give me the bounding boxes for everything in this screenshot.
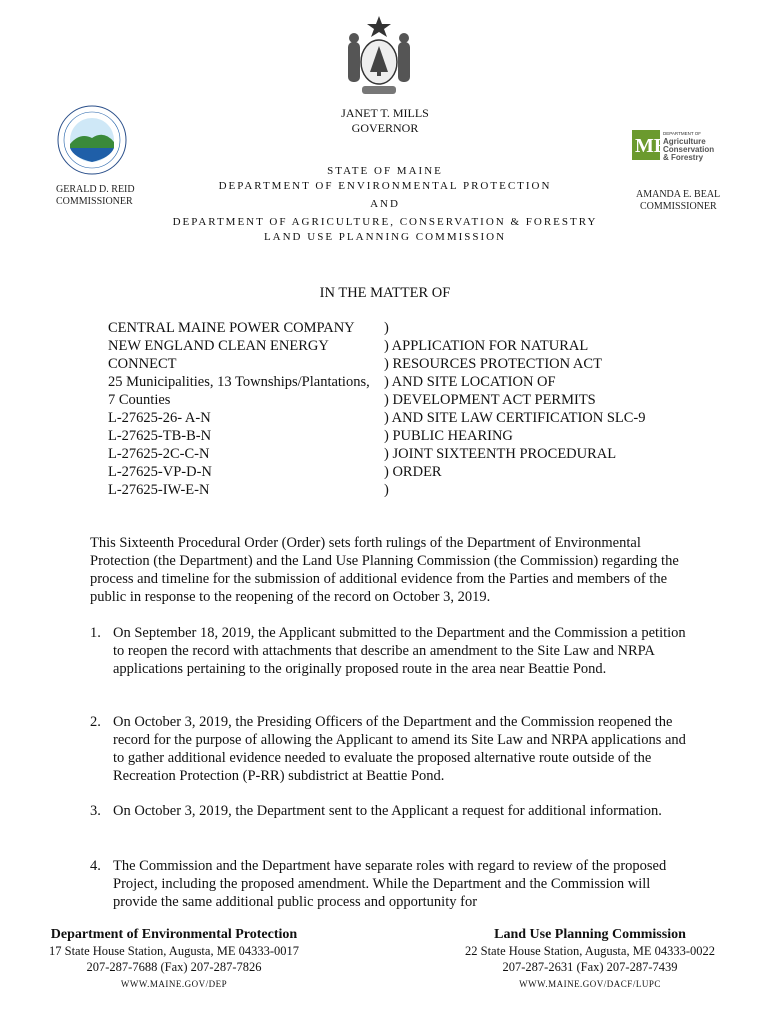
item-number: 2. xyxy=(90,714,101,730)
footer-left-title: Department of Environmental Protection xyxy=(50,927,298,942)
caption-left-line: CENTRAL MAINE POWER COMPANY xyxy=(108,320,355,336)
left-commissioner-title: COMMISSIONER xyxy=(56,196,133,207)
caption-left-line: L-27625-VP-D-N xyxy=(108,464,212,480)
svg-text:Conservation: Conservation xyxy=(663,145,715,154)
svg-text:Agriculture: Agriculture xyxy=(663,137,706,146)
caption-left-line: 7 Counties xyxy=(108,392,171,408)
governor-name: JANET T. MILLS xyxy=(341,106,429,120)
dacf-line: DEPARTMENT OF AGRICULTURE, CONSERVATION & FORESTRY xyxy=(172,216,598,228)
caption-left-line: NEW ENGLAND CLEAN ENERGY xyxy=(108,338,329,354)
state-line: STATE OF MAINE xyxy=(327,165,443,177)
caption-left xyxy=(108,319,370,499)
caption-left-line: L-27625-2C-C-N xyxy=(108,446,210,462)
item-text: The Commission and the Department have separate roles with regard to review of the proposed Project, including the proposed amendment. While the Department and the Commission will provide the same additional public process and opportunity for xyxy=(113,858,667,910)
caption-right-line: ) APPLICATION FOR NATURAL xyxy=(384,338,589,354)
order-item xyxy=(90,624,690,678)
order-item xyxy=(90,802,690,820)
state-seal xyxy=(340,14,418,98)
caption-left-line: L-27625-TB-B-N xyxy=(108,428,212,444)
item-number: 3. xyxy=(90,803,101,819)
caption-left-line: 25 Municipalities, 13 Townships/Plantations, xyxy=(108,374,370,390)
and-line: AND xyxy=(370,198,400,210)
svg-text:ME: ME xyxy=(635,135,668,157)
right-commissioner-title: COMMISSIONER xyxy=(640,201,717,212)
caption-left-line: CONNECT xyxy=(108,356,177,372)
dep-line: DEPARTMENT OF ENVIRONMENTAL PROTECTION xyxy=(218,180,552,192)
order-item xyxy=(90,857,690,911)
caption-right-line: ) AND SITE LAW CERTIFICATION SLC-9 xyxy=(384,410,646,426)
caption-right-line: ) xyxy=(384,320,389,336)
caption-left-line: L-27625-26- A-N xyxy=(108,410,211,426)
caption-left-line: L-27625-IW-E-N xyxy=(108,482,210,498)
item-text: On October 3, 2019, the Department sent to the Applicant a request for additional information. xyxy=(113,803,662,819)
left-commissioner-name: GERALD D. REID xyxy=(56,184,135,195)
caption-right-line: ) DEVELOPMENT ACT PERMITS xyxy=(384,392,596,408)
caption-right-line: ) RESOURCES PROTECTION ACT xyxy=(384,356,602,372)
caption-right-line: ) JOINT SIXTEENTH PROCEDURAL xyxy=(384,446,617,462)
footer-right-address: 22 State House Station, Augusta, ME 04333-0022 xyxy=(465,944,715,958)
footer-left-phone: 207-287-7688 (Fax) 207-287-7826 xyxy=(86,960,262,974)
item-number: 4. xyxy=(90,858,101,874)
footer-right xyxy=(440,926,740,990)
lupc-line: LAND USE PLANNING COMMISSION xyxy=(263,231,507,243)
dacf-logo xyxy=(632,128,722,164)
footer-left-address: 17 State House Station, Augusta, ME 04333-0017 xyxy=(49,944,299,958)
intro-paragraph: This Sixteenth Procedural Order (Order) sets forth rulings of the Department of Environmental Protection (the Department) and the Land Use Planning Commission (the Commission) regarding the process and timeline for the submission of additional evidence from the Parties and members of the public in response to the reopening of the record on October 3, 2019. xyxy=(90,535,679,605)
footer-right-web: WWW.MAINE.GOV/DACF/LUPC xyxy=(519,979,661,989)
caption-right-line: ) ORDER xyxy=(384,464,442,480)
caption-right-line: ) xyxy=(384,482,389,498)
item-text: On September 18, 2019, the Applicant submitted to the Department and the Commission a petition to reopen the record with attachments that describe an amendment to the Site Law and NRPA applications pertaining to the originally proposed route in the area near Beattie Pond. xyxy=(113,625,686,677)
footer-right-title: Land Use Planning Commission xyxy=(494,927,686,942)
footer-left xyxy=(14,926,334,990)
caption-right-line: ) AND SITE LOCATION OF xyxy=(384,374,556,390)
svg-text:DEPARTMENT OF: DEPARTMENT OF xyxy=(663,131,702,136)
caption-right-line: ) PUBLIC HEARING xyxy=(384,428,513,444)
svg-text:& Forestry: & Forestry xyxy=(663,153,704,162)
right-commissioner-name: AMANDA E. BEAL xyxy=(636,189,721,200)
caption-heading: IN THE MATTER OF xyxy=(319,285,451,301)
footer-left-web: WWW.MAINE.GOV/DEP xyxy=(120,979,228,989)
item-text: On October 3, 2019, the Presiding Officers of the Department and the Commission reopened the record for the purpose of allowing the Applicant to amend its Site Law and NRPA applications and to gather additional evidence needed to evaluate the proposed alternative route outside of the Recreation Protection (P-RR) subdistrict at Beattie Pond. xyxy=(113,714,686,784)
order-item xyxy=(90,713,690,785)
governor-title: GOVERNOR xyxy=(351,121,419,135)
caption-right xyxy=(384,319,646,499)
footer-right-phone: 207-287-2631 (Fax) 207-287-7439 xyxy=(502,960,678,974)
item-number: 1. xyxy=(90,625,101,641)
